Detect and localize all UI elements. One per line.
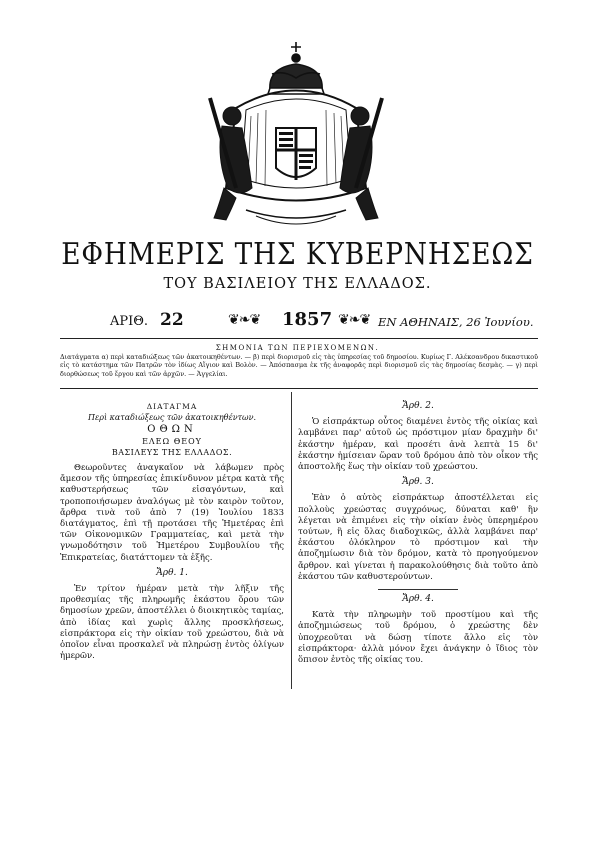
issue-number-label: ΑΡΙΘ.: [110, 314, 149, 329]
article-4-heading: Ἄρθ. 4.: [402, 594, 434, 605]
column-divider: [291, 392, 292, 689]
article-3-text: Ἐὰν ὁ αὐτὸς εἰσπράκτωρ ἀποστέλλεται εἰς πολλοὺς χρεώστας συγχρόνως, δύναται καθ' ἣν λέγεται νὰ ἐπιμένει εἰς τὴν οἰκίαν ἑνὸς ὑπερημέρου τούτων, ἢ εἰς ὅλας διαδοχικῶς, ἀλλὰ λαμβάνει παρ' ἑκάστου ὀλόκληρον τὸ πρόστιμον καὶ τὴν ἀποζημίωσιν διὰ τὸν δρόμον, κατὰ τὸ προηγούμενον ἄρθρον. καὶ γίνεται ἡ παρακολούθησις διὰ τοῦτο ἀπὸ ἑκάστου τῶν καθυστερούντων.: [298, 493, 538, 582]
article-2-heading: Ἄρθ. 2.: [402, 401, 434, 411]
article-3-heading: Ἄρθ. 3.: [402, 477, 434, 488]
right-column: [298, 401, 538, 666]
divider-bottom: [60, 388, 538, 389]
article-1-text: Ἐν τρίτον ἡμέραν μετὰ τὴν λῆξιν τῆς προθεσμίας τῆς πληρωμῆς ἑκάστου ὅρου τῶν δημοσίων χρεῶν, ἀποστέλλει ὁ διοικητικὸς ταμίας, ἀπὸ ἰδίας καὶ χωρὶς ἄλλης προσκλήσεως, εἰσπράκτορα εἰς τὴν οἰκίαν τοῦ χρεώστου, διὰ νὰ ὁποῖον εἶναι προσκαλεῖ νὰ πληρώσῃ ἐντὸς ὀλίγων ἡμερῶν.: [60, 584, 284, 662]
royal-coat-of-arms-emblem: [196, 38, 396, 236]
ornament-left-icon: ❦❧❦: [228, 312, 261, 328]
article-4-text: Κατὰ τὴν πληρωμὴν τοῦ προστίμου καὶ τῆς ἀποζημιώσεως τοῦ δρόμου, ὁ χρεώστης δὲν ὑποχρεοῦται νὰ δώσῃ τίποτε ἄλλο εἰς τὸν εἰσπράκτορα· ἀλλὰ μόνον ἔχει ἀνάγκην ὁ ἴδιος τὸν ὅπισον ἐντὸς τῆς οἰκίας του.: [298, 610, 538, 666]
article-1-heading: Ἄρθ. 1.: [156, 567, 188, 578]
decree-heading: ΔΙΑΤΑΓΜΑ: [146, 402, 198, 411]
section-separator: [378, 589, 458, 590]
article-2-text: Ὁ εἰσπράκτωρ οὗτος διαμένει ἐντὸς τῆς οἰκίας καὶ λαμβάνει παρ' αὐτοῦ ὡς πρόστιμον μίαν δραχμὴν δι' ἑκάστην ἡμέραν, καὶ προσέτι ἀνὰ λεπτὰ 15 δι' ἑκάστην ἡμίσειαν ὥραν τοῦ δρόμου ἀπὸ τὸν οἶκον τῆς ἀποστολῆς ἕως τὴν οἰκίαν τοῦ χρεώστου.: [298, 417, 538, 473]
ornament-right-icon: ❦❧❦: [338, 312, 371, 328]
left-column: [60, 401, 284, 662]
newspaper-subtitle: ΤΟΥ ΒΑΣΙΛΕΙΟΥ ΤΗΣ ΕΛΛΑΔΟΣ.: [163, 276, 432, 292]
decree-preamble: Θεωροῦντες ἀναγκαῖον νὰ λάβωμεν πρὸς ἄμεσον τῆς ὑπηρεσίας ἐπικίνδυνον μέτρα κατὰ τῆς καθυστερήσεως τῶν εἰσαγόντων, καὶ τροποποιήσωμεν ἀναλόγως μὲ τὸν καιρὸν τοῦτον, ἄρθρα τινὰ τοῦ ἀπὸ 7 (19) Ἰουλίου 1833 διατάγματος, ἐπὶ τῇ προτάσει τῆς Ἡμετέρας ἐπὶ τῶν Οἰκονομικῶν Γραμματείας, καὶ μετὰ τὴν γνωμοδότησιν τοῦ Ἡμετέρου Συμβουλίου τῆς Ἐπικρατείας, διατάττομεν τὰ ἑξῆς.: [60, 463, 284, 563]
king-title: ΕΛΕΩ ΘΕΟΥ: [142, 436, 202, 446]
divider-top: [60, 338, 538, 339]
kingdom-title: ΒΑΣΙΛΕΥΣ ΤΗΣ ΕΛΛΑΔΟΣ.: [111, 447, 233, 457]
newspaper-title: ΕΦΗΜΕΡΙΣ ΤΗΣ ΚΥΒΕΡΝΗΣΕΩΣ: [61, 237, 534, 272]
contents-text: Διατάγματα α) περὶ καταδιώξεως τῶν ἀκατοικηθέντων. — β) περὶ διορισμοῦ εἰς τὰς ὑπηρεσίας τοῦ δημοσίου. Κυρίως Γ. Αλέκσανδρου δικαστικοῦ εἰς τὸ κατάστημα τῶν Πατρῶν τὸν ἰδίως Αἴγιον καὶ Βολὸν. — Ἀπόσπασμα ἐκ τῆς ἀναφορᾶς περὶ διορισμοῦ εἰς τὰς δημοσίας δεσμὰς. — γ) περὶ διορθώσεως τοῦ ἔργου καὶ τῶν ἀρχῶν. — Ἀγγελίαι.: [60, 353, 538, 378]
king-name: ΟΘΩΝ: [147, 424, 197, 436]
decree-subheading: Περὶ καταδιώξεως τῶν ἀκατοικηθέντων.: [87, 413, 256, 423]
issue-year: 1857: [282, 309, 333, 330]
issue-number: 22: [160, 310, 184, 330]
issue-line: [110, 309, 535, 334]
issue-place-date: ΕΝ ΑΘΗΝΑΙΣ, 26 Ἰουνίου.: [378, 315, 534, 329]
contents-heading: ΣΗΜΟΝΙΑ ΤΩΝ ΠΕΡΙΕΧΟΜΕΝΩΝ.: [215, 344, 380, 352]
